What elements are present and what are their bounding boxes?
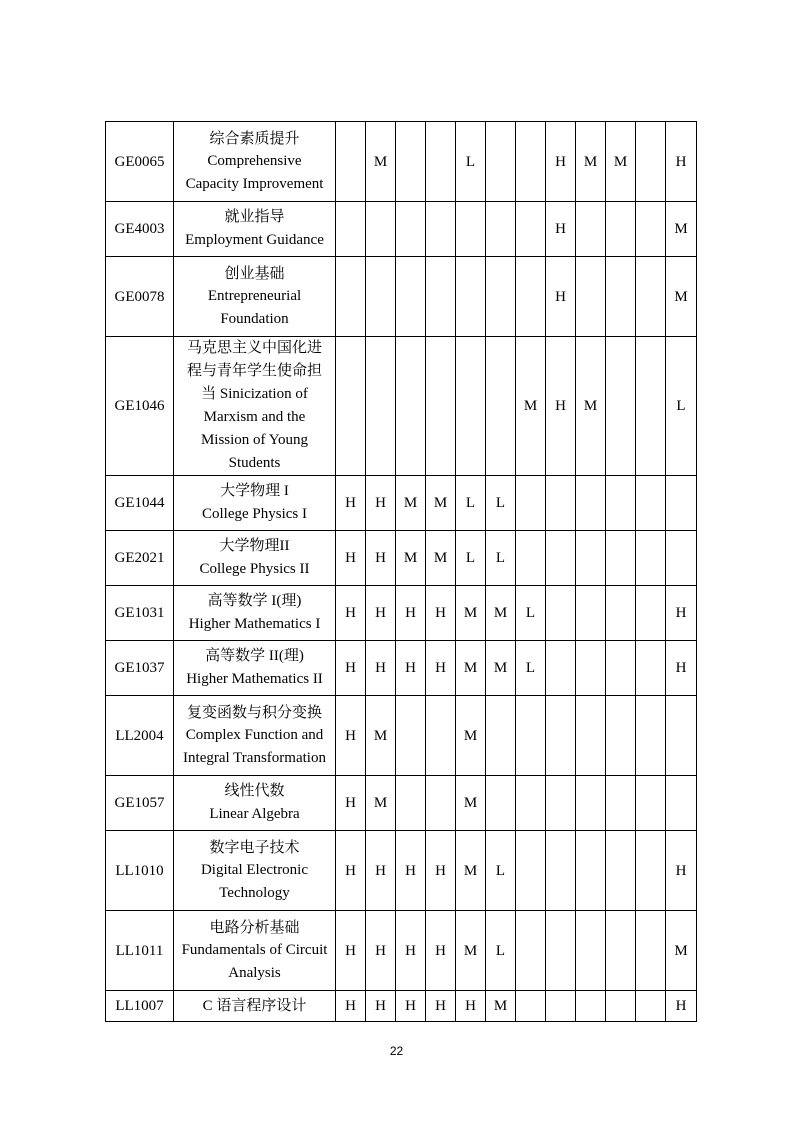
course-name-line: Complex Function and (185, 727, 324, 744)
rating-cell: L (666, 337, 697, 476)
rating-cell: M (486, 586, 516, 641)
rating-cell: M (426, 531, 456, 586)
course-code: LL1007 (106, 991, 174, 1022)
rating-cell (396, 696, 426, 776)
course-name-line: 电路分析基础 (209, 919, 300, 936)
rating-cell (606, 257, 636, 337)
rating-cell: M (606, 122, 636, 202)
course-name-line: 大学物理II (219, 538, 290, 555)
rating-cell (576, 641, 606, 696)
rating-cell: L (456, 476, 486, 531)
rating-cell (636, 831, 666, 911)
course-name-line: Integral Transformation (183, 749, 326, 766)
rating-cell (636, 337, 666, 476)
course-code: LL1010 (106, 831, 174, 911)
rating-cell (606, 586, 636, 641)
rating-cell (366, 202, 396, 257)
course-requirement-matrix (105, 121, 697, 1022)
rating-cell (516, 531, 546, 586)
rating-cell (396, 776, 426, 831)
rating-cell (606, 991, 636, 1022)
rating-cell (606, 476, 636, 531)
rating-cell: H (546, 202, 576, 257)
rating-cell: H (426, 991, 456, 1022)
rating-cell (576, 476, 606, 531)
course-code: GE4003 (106, 202, 174, 257)
course-name-line: Technology (219, 884, 290, 901)
rating-cell (546, 831, 576, 911)
rating-cell (426, 122, 456, 202)
rating-cell: H (366, 641, 396, 696)
rating-cell (576, 776, 606, 831)
rating-cell: M (426, 476, 456, 531)
course-name-line: Employment Guidance (185, 232, 324, 248)
course-name (174, 831, 336, 911)
course-name (174, 257, 336, 337)
table-row (106, 122, 697, 202)
rating-cell (666, 476, 697, 531)
rating-cell: M (456, 586, 486, 641)
rating-cell (546, 476, 576, 531)
rating-cell (606, 831, 636, 911)
rating-cell: H (426, 831, 456, 911)
course-name-line: Analysis (228, 964, 281, 981)
course-name-line: Foundation (220, 310, 289, 327)
rating-cell: M (456, 641, 486, 696)
course-code: GE2021 (106, 531, 174, 586)
rating-cell (336, 202, 366, 257)
table-row (106, 641, 697, 696)
table-row (106, 337, 697, 476)
rating-cell: H (546, 122, 576, 202)
course-name (174, 531, 336, 586)
rating-cell: H (666, 122, 697, 202)
rating-cell: H (366, 991, 396, 1022)
rating-cell (336, 257, 366, 337)
rating-cell: H (396, 831, 426, 911)
course-name-line: 程与青年学生使命担 (186, 363, 322, 379)
rating-cell: H (336, 476, 366, 531)
rating-cell (486, 122, 516, 202)
course-name (174, 991, 336, 1022)
rating-cell (366, 257, 396, 337)
rating-cell (636, 531, 666, 586)
course-name (174, 641, 336, 696)
table-row (106, 831, 697, 911)
rating-cell: M (456, 696, 486, 776)
rating-cell (516, 122, 546, 202)
rating-cell (666, 696, 697, 776)
rating-cell (576, 257, 606, 337)
table-row (106, 202, 697, 257)
rating-cell (606, 911, 636, 991)
rating-cell (486, 696, 516, 776)
course-name-line: 高等数学 I(理) (207, 593, 302, 610)
rating-cell: M (666, 911, 697, 991)
rating-cell (456, 337, 486, 476)
rating-cell: H (366, 911, 396, 991)
rating-cell (516, 476, 546, 531)
rating-cell: M (516, 337, 546, 476)
rating-cell: H (336, 991, 366, 1022)
rating-cell (516, 257, 546, 337)
course-code: GE0078 (106, 257, 174, 337)
table-row (106, 776, 697, 831)
course-name-line: Entrepreneurial (207, 288, 302, 305)
rating-cell: H (396, 641, 426, 696)
course-name-line: 大学物理 I (220, 483, 289, 500)
rating-cell: H (336, 776, 366, 831)
course-name-line: Comprehensive (207, 153, 302, 170)
rating-cell: L (486, 531, 516, 586)
rating-cell: M (666, 202, 697, 257)
table-row (106, 586, 697, 641)
course-name (174, 696, 336, 776)
rating-cell (396, 257, 426, 337)
rating-cell (456, 257, 486, 337)
rating-cell: H (336, 831, 366, 911)
rating-cell: L (486, 476, 516, 531)
rating-cell (636, 911, 666, 991)
rating-cell (606, 696, 636, 776)
rating-cell (576, 202, 606, 257)
course-name-line: 综合素质提升 (209, 130, 300, 147)
course-name-line: Linear Algebra (209, 806, 300, 822)
rating-cell (546, 776, 576, 831)
table-row (106, 476, 697, 531)
rating-cell (396, 337, 426, 476)
rating-cell: H (546, 337, 576, 476)
course-code: GE1037 (106, 641, 174, 696)
course-name-line: 创业基础 (224, 265, 285, 282)
course-code: GE1057 (106, 776, 174, 831)
course-code: GE0065 (106, 122, 174, 202)
rating-cell: L (486, 911, 516, 991)
rating-cell (606, 776, 636, 831)
table-row (106, 257, 697, 337)
rating-cell (636, 476, 666, 531)
rating-cell: H (336, 696, 366, 776)
rating-cell (636, 641, 666, 696)
rating-cell: H (396, 991, 426, 1022)
rating-cell: H (666, 991, 697, 1022)
course-name-line: College Physics I (202, 506, 307, 522)
rating-cell: H (666, 831, 697, 911)
rating-cell (516, 202, 546, 257)
rating-cell (546, 531, 576, 586)
rating-cell: M (456, 776, 486, 831)
rating-cell: M (366, 696, 396, 776)
rating-cell: H (366, 476, 396, 531)
rating-cell: H (426, 586, 456, 641)
rating-cell: H (426, 911, 456, 991)
rating-cell: L (456, 531, 486, 586)
rating-cell (426, 696, 456, 776)
rating-cell: H (666, 586, 697, 641)
rating-cell (636, 586, 666, 641)
rating-cell (636, 202, 666, 257)
rating-cell (636, 776, 666, 831)
rating-cell (546, 641, 576, 696)
rating-cell (426, 202, 456, 257)
rating-cell: L (486, 831, 516, 911)
rating-cell (636, 696, 666, 776)
course-code: GE1031 (106, 586, 174, 641)
rating-cell (546, 696, 576, 776)
rating-cell (576, 831, 606, 911)
rating-cell (636, 257, 666, 337)
rating-cell: H (336, 641, 366, 696)
rating-cell (366, 337, 396, 476)
course-code: GE1046 (106, 337, 174, 476)
course-name-line: College Physics II (199, 561, 310, 577)
course-name (174, 337, 336, 476)
rating-cell (576, 586, 606, 641)
rating-cell (516, 831, 546, 911)
rating-cell: H (366, 586, 396, 641)
rating-cell: H (456, 991, 486, 1022)
course-name-line: Fundamentals of Circuit (181, 942, 328, 959)
course-name-line: 数字电子技术 (209, 839, 300, 856)
rating-cell (516, 991, 546, 1022)
course-name-line: Higher Mathematics I (188, 616, 321, 632)
course-code: GE1044 (106, 476, 174, 531)
rating-cell: M (366, 776, 396, 831)
rating-cell: M (396, 476, 426, 531)
rating-cell: H (366, 831, 396, 911)
rating-cell (636, 122, 666, 202)
rating-cell (396, 202, 426, 257)
rating-cell (546, 911, 576, 991)
rating-cell (486, 257, 516, 337)
rating-cell (486, 337, 516, 476)
table-row (106, 911, 697, 991)
course-name-line: 马克思主义中国化进 (186, 340, 322, 356)
course-name-line: 复变函数与积分变换 (186, 704, 322, 721)
rating-cell (516, 911, 546, 991)
rating-cell (486, 202, 516, 257)
rating-cell (606, 531, 636, 586)
course-name-line: C 语言程序设计 (202, 997, 307, 1014)
rating-cell: M (456, 831, 486, 911)
rating-cell (426, 257, 456, 337)
rating-cell: H (426, 641, 456, 696)
course-name (174, 122, 336, 202)
rating-cell (516, 776, 546, 831)
rating-cell (576, 911, 606, 991)
course-name (174, 586, 336, 641)
rating-cell: H (546, 257, 576, 337)
rating-cell (396, 122, 426, 202)
course-name-line: Marxism and the (203, 409, 306, 425)
rating-cell (426, 337, 456, 476)
rating-cell (606, 337, 636, 476)
rating-cell: M (576, 122, 606, 202)
course-code: LL2004 (106, 696, 174, 776)
course-name-line: Higher Mathematics II (186, 671, 323, 687)
course-name (174, 776, 336, 831)
course-name (174, 202, 336, 257)
course-name (174, 476, 336, 531)
rating-cell: M (576, 337, 606, 476)
rating-cell (336, 337, 366, 476)
rating-cell (516, 696, 546, 776)
rating-cell (456, 202, 486, 257)
course-name-line: 当 Sinicization of (201, 386, 308, 402)
rating-cell (576, 991, 606, 1022)
rating-cell (666, 531, 697, 586)
table-row (106, 531, 697, 586)
rating-cell: H (366, 531, 396, 586)
rating-cell: M (486, 641, 516, 696)
rating-cell: L (516, 586, 546, 641)
rating-cell (426, 776, 456, 831)
rating-cell (486, 776, 516, 831)
rating-cell: M (396, 531, 426, 586)
rating-cell: H (396, 586, 426, 641)
rating-cell (606, 641, 636, 696)
rating-cell: H (336, 531, 366, 586)
rating-cell: H (336, 586, 366, 641)
table-row (106, 991, 697, 1022)
rating-cell: M (456, 911, 486, 991)
course-name-line: 线性代数 (224, 783, 285, 800)
course-name-line: Digital Electronic (200, 862, 309, 879)
course-name-line: 高等数学 II(理) (205, 648, 304, 665)
rating-cell: M (486, 991, 516, 1022)
course-code: LL1011 (106, 911, 174, 991)
table-row (106, 696, 697, 776)
rating-cell: H (336, 911, 366, 991)
rating-cell: H (666, 641, 697, 696)
course-name-line: 就业指导 (224, 209, 285, 226)
rating-cell (606, 202, 636, 257)
rating-cell: L (516, 641, 546, 696)
rating-cell (666, 776, 697, 831)
course-name (174, 911, 336, 991)
rating-cell: L (456, 122, 486, 202)
rating-cell (546, 586, 576, 641)
course-name-line: Capacity Improvement (185, 175, 324, 192)
course-name-line: Students (228, 455, 281, 471)
rating-cell (576, 696, 606, 776)
rating-cell (336, 122, 366, 202)
course-name-line: Mission of Young (200, 432, 309, 448)
rating-cell (546, 991, 576, 1022)
page-number: 22 (389, 1044, 404, 1058)
rating-cell: M (366, 122, 396, 202)
rating-cell (636, 991, 666, 1022)
rating-cell: M (666, 257, 697, 337)
rating-cell: H (396, 911, 426, 991)
rating-cell (576, 531, 606, 586)
